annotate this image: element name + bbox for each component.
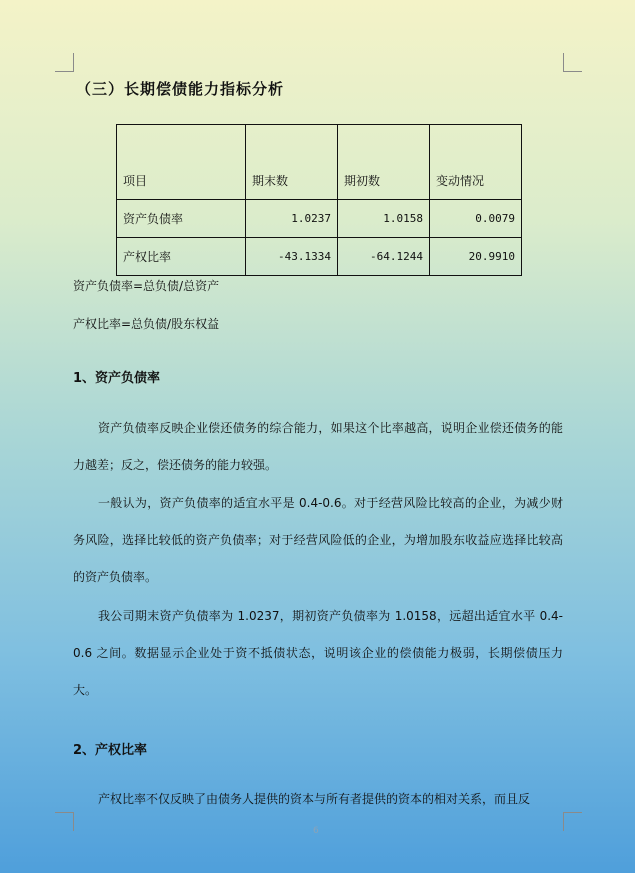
crop-mark-top-right <box>563 53 582 72</box>
table-cell-value: 1.0237 <box>246 200 338 238</box>
table-cell-label: 资产负债率 <box>117 200 246 238</box>
table-header-cell: 项目 <box>117 125 246 200</box>
section-title: （三）长期偿债能力指标分析 <box>76 80 285 98</box>
metrics-table <box>116 124 522 276</box>
paragraph: 资产负债率反映企业偿还债务的综合能力，如果这个比率越高，说明企业偿还债务的能力越差；反之，偿还债务的能力较强。 <box>73 421 563 472</box>
heading-equity-ratio: 2、产权比率 <box>73 743 148 758</box>
table-cell-value: -43.1334 <box>246 238 338 276</box>
page-number: 6 <box>313 826 319 836</box>
paragraph: 我公司期末资产负债率为 1.0237，期初资产负债率为 1.0158，远超出适宜水平 0.4-0.6 之间。数据显示企业处于资不抵债状态，说明该企业的偿债能力极弱，长期偿债压力大。 <box>73 609 563 697</box>
table-row <box>117 200 522 238</box>
formula-equity-ratio: 产权比率=总负债/股东权益 <box>73 317 220 331</box>
table-header-cell: 变动情况 <box>430 125 522 200</box>
table-header-row <box>117 125 522 200</box>
crop-mark-bottom-left <box>55 812 74 831</box>
formula-debt-ratio: 资产负债率=总负债/总资产 <box>73 279 220 293</box>
paragraph: 一般认为，资产负债率的适宜水平是 0.4-0.6。对于经营风险比较高的企业，为减少财务风险，选择比较低的资产负债率；对于经营风险低的企业，为增加股东收益应选择比较高的资产负债率。 <box>73 496 563 584</box>
table-header-cell: 期末数 <box>246 125 338 200</box>
crop-mark-top-left <box>55 53 74 72</box>
table-header-cell: 期初数 <box>338 125 430 200</box>
paragraph: 产权比率不仅反映了由债务人提供的资本与所有者提供的资本的相对关系，而且反 <box>98 792 531 806</box>
table-cell-label: 产权比率 <box>117 238 246 276</box>
table-cell-value: -64.1244 <box>338 238 430 276</box>
heading-debt-ratio: 1、资产负债率 <box>73 371 161 386</box>
crop-mark-bottom-right <box>563 812 582 831</box>
table-cell-value: 0.0079 <box>430 200 522 238</box>
table-cell-value: 20.9910 <box>430 238 522 276</box>
table-cell-value: 1.0158 <box>338 200 430 238</box>
table-row <box>117 238 522 276</box>
